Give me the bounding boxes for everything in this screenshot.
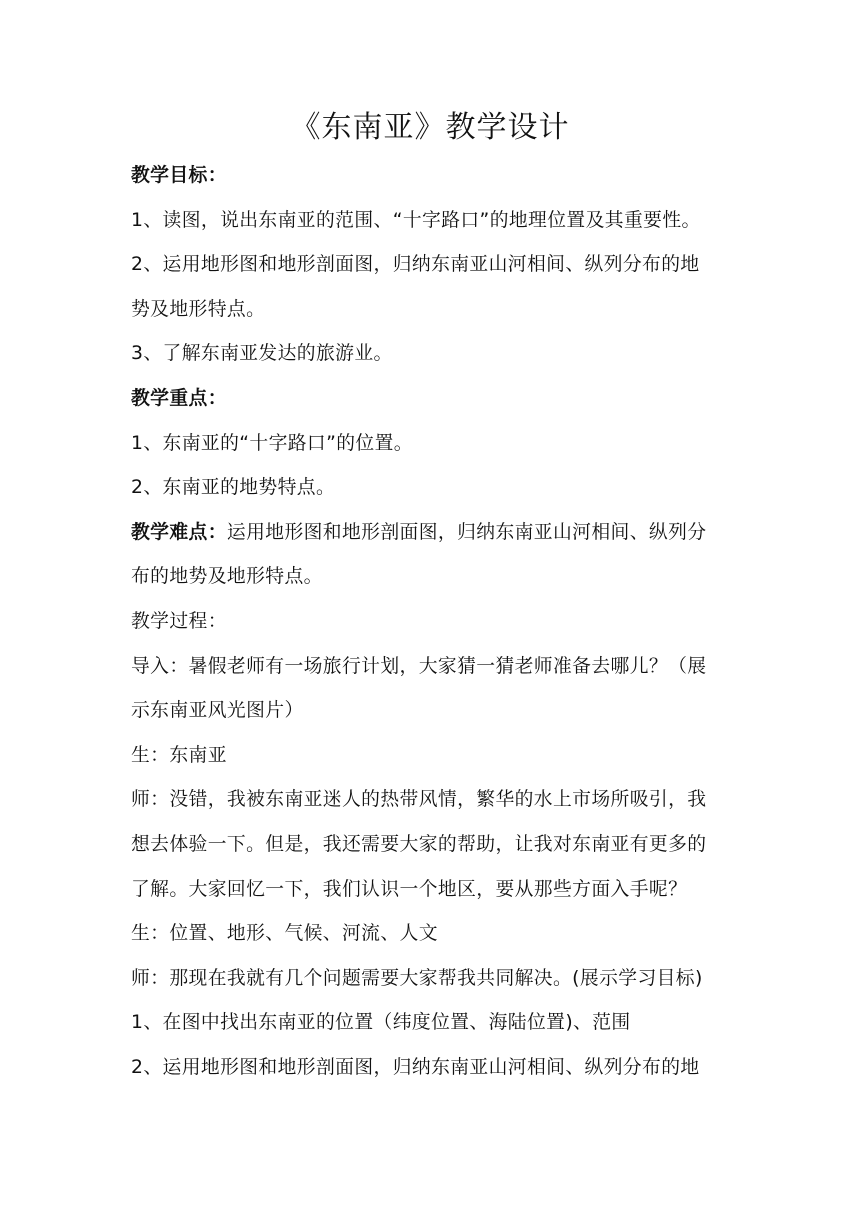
- paragraph-line: 导入：暑假老师有一场旅行计划，大家猜一猜老师准备去哪儿？（展: [131, 655, 707, 677]
- paragraph-line: 2、运用地形图和地形剖面图，归纳东南亚山河相间、纵列分布的地: [131, 1056, 700, 1078]
- section-heading-key-points: 教学重点：: [131, 387, 227, 409]
- section-heading-process: 教学过程：: [131, 610, 227, 632]
- document-body: [131, 154, 736, 1090]
- paragraph-line: 2、运用地形图和地形剖面图，归纳东南亚山河相间、纵列分布的地: [131, 254, 700, 276]
- section-heading-objectives: 教学目标：: [131, 165, 227, 186]
- paragraph-line: 布的地势及地形特点。: [131, 566, 323, 588]
- paragraph-line: 1、东南亚的“十字路口”的位置。: [131, 432, 413, 454]
- paragraph-line: 3、了解东南亚发达的旅游业。: [131, 343, 393, 365]
- paragraph-line: 势及地形特点。: [131, 298, 266, 320]
- paragraph-line: 2、东南亚的地势特点。: [131, 477, 336, 499]
- paragraph-line: 了解。大家回忆一下，我们认识一个地区，要从那些方面入手呢？: [131, 878, 688, 900]
- paragraph-text: 运用地形图和地形剖面图，归纳东南亚山河相间、纵列分: [226, 521, 707, 543]
- paragraph-line: 示东南亚风光图片）: [131, 700, 304, 722]
- paragraph-line: 师：没错，我被东南亚迷人的热带风情，繁华的水上市场所吸引，我: [131, 789, 707, 811]
- paragraph-line: 师：那现在我就有几个问题需要大家帮我共同解决。(展示学习目标): [131, 967, 703, 989]
- paragraph-line-difficulty: [131, 511, 736, 556]
- document-title: 《东南亚》教学设计: [290, 110, 570, 145]
- paragraph-line: 生：位置、地形、气候、河流、人文: [131, 923, 438, 945]
- paragraph-line: 想去体验一下。但是，我还需要大家的帮助，让我对东南亚有更多的: [131, 833, 707, 855]
- section-label-difficulty: 教学难点：: [131, 521, 227, 543]
- paragraph-line: 1、读图，说出东南亚的范围、“十字路口”的地理位置及其重要性。: [131, 209, 701, 231]
- paragraph-line: 生：东南亚: [131, 744, 227, 766]
- paragraph-line: 1、在图中找出东南亚的位置（纬度位置、海陆位置)、范围: [131, 1012, 631, 1034]
